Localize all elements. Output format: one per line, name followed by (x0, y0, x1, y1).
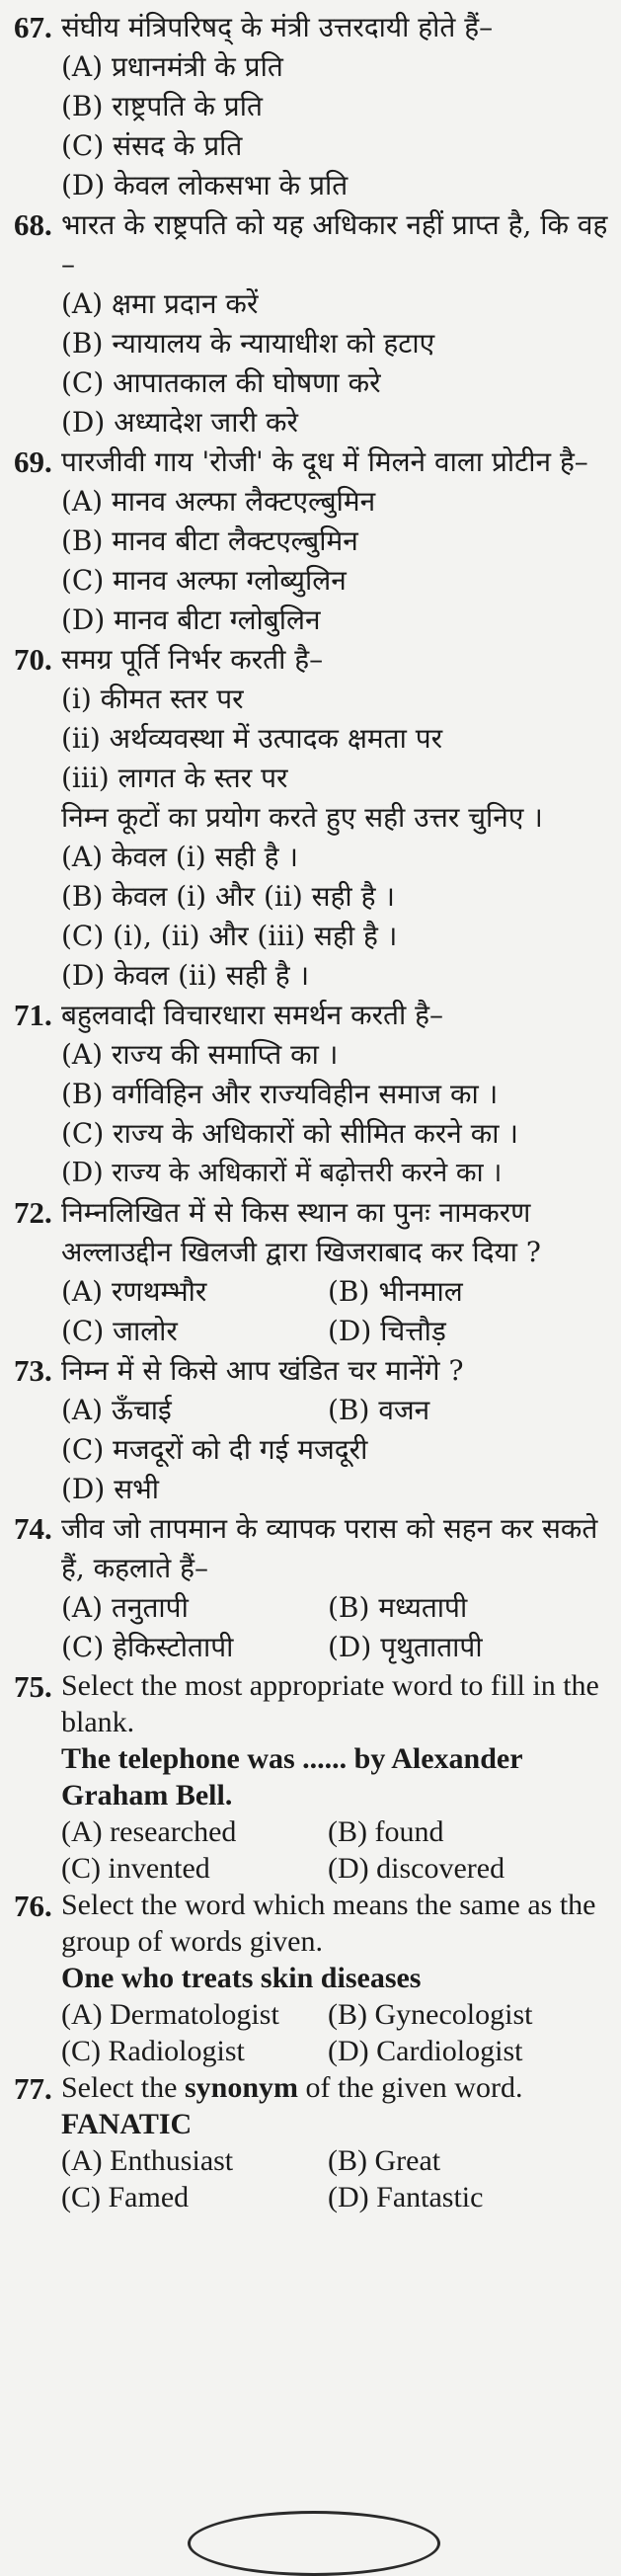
option-a: (A) मानव अल्फा लैक्टएल्बुमिन (61, 485, 376, 518)
option-b: (B) राष्ट्रपति के प्रति (61, 90, 263, 122)
option-d: (D) Cardiologist (328, 2035, 523, 2067)
question-text: संघीय मंत्रिपरिषद् के मंत्री उत्तरदायी होते हैं– (61, 11, 494, 43)
option-d: (D) मानव बीटा ग्लोबुलिन (61, 604, 321, 636)
question-number: 74. (14, 1511, 52, 1546)
options-row (61, 1272, 609, 1312)
question-73 (0, 1351, 621, 1509)
option-b: (B) मानव बीटा लैक्टएल्बुमिन (61, 524, 358, 557)
question-76 (0, 1887, 621, 2069)
question-number: 75. (14, 1669, 52, 1704)
option-a: (A) राज्य की समाप्ति का । (61, 1038, 339, 1071)
option-b: (B) Great (328, 2144, 441, 2177)
option-c: (C) संसद के प्रति (61, 129, 243, 162)
question-text: निम्न में से किसे आप खंडित चर मानेंगे ? (61, 1354, 464, 1387)
question-text-keyword: synonym (184, 2071, 298, 2104)
statement-ii: (ii) अर्थव्यवस्था में उत्पादक क्षमता पर (61, 722, 443, 755)
question-text: Select the word which means the same as the group of words given. (61, 1889, 596, 1958)
option-c: (C) जालोर (61, 1315, 178, 1347)
option-b: (B) न्यायालय के न्यायाधीश को हटाए (61, 327, 435, 360)
question-number: 72. (14, 1195, 52, 1230)
question-text: निम्नलिखित में से किस स्थान का पुनः नामकरण अल्लाउद्दीन खिलजी द्वारा खिजराबाद कर दिया ? (61, 1196, 541, 1268)
option-c: (C) (i), (ii) और (iii) सही है । (61, 920, 398, 952)
question-text: समग्र पूर्ति निर्भर करती है– (61, 643, 324, 676)
options-row (61, 1312, 609, 1351)
option-a: (A) Enthusiast (61, 2144, 234, 2177)
options-row (61, 1588, 609, 1628)
option-c: (C) Famed (61, 2181, 190, 2214)
question-text (61, 2069, 609, 2106)
question-75 (0, 1667, 621, 1887)
option-d: (D) discovered (328, 1852, 505, 1885)
question-number: 73. (14, 1353, 52, 1388)
options-row (61, 1813, 609, 1850)
question-68 (0, 205, 621, 443)
option-b: (B) वजन (328, 1394, 430, 1426)
option-d: (D) केवल (ii) सही है । (61, 959, 310, 992)
option-c: (C) मजदूरों को दी गई मजदूरी (61, 1433, 368, 1466)
option-d: (D) पृथुतातापी (328, 1631, 483, 1663)
options-row (61, 2179, 609, 2215)
option-d: (D) अध्यादेश जारी करे (61, 406, 299, 439)
option-b: (B) केवल (i) और (ii) सही है । (61, 880, 395, 913)
question-number: 71. (14, 998, 52, 1032)
statement-iii: (iii) लागत के स्तर पर (61, 762, 288, 794)
option-a: (A) केवल (i) सही है । (61, 841, 298, 873)
question-text-post: of the given word. (298, 2071, 523, 2104)
option-d: (D) राज्य के अधिकारों में बढ़ोत्तरी करने का । (61, 1158, 503, 1188)
option-c: (C) invented (61, 1852, 210, 1885)
options-row (61, 1391, 609, 1430)
option-d: (D) केवल लोकसभा के प्रति (61, 169, 349, 201)
options-row (61, 1996, 609, 2033)
option-b: (B) Gynecologist (328, 1998, 533, 2031)
option-b: (B) मध्यतापी (328, 1591, 468, 1624)
question-text-pre: Select the (61, 2071, 185, 2104)
option-b: (B) found (328, 1815, 444, 1848)
question-text: पारजीवी गाय 'रोजी' के दूध में मिलने वाला प्रोटीन है– (61, 445, 588, 478)
question-number: 76. (14, 1889, 52, 1923)
option-a: (A) researched (61, 1815, 237, 1848)
question-text: बहुलवादी विचारधारा समर्थन करती है– (61, 999, 444, 1031)
question-page (0, 8, 621, 2529)
question-instruction: निम्न कूटों का प्रयोग करते हुए सही उत्तर चुनिए । (61, 801, 543, 834)
question-77 (0, 2069, 621, 2215)
question-71 (0, 996, 621, 1193)
option-b: (B) वर्गविहिन और राज्यविहीन समाज का । (61, 1078, 499, 1110)
option-c: (C) आपातकाल की घोषणा करे (61, 366, 381, 399)
option-d: (D) Fantastic (328, 2181, 484, 2214)
options-row (61, 1628, 609, 1667)
question-sentence: The telephone was ...... by Alexander Graham Bell. (61, 1742, 522, 1811)
statement-i: (i) कीमत स्तर पर (61, 683, 244, 715)
question-number: 69. (14, 444, 52, 479)
option-c: (C) हेकिस्टोतापी (61, 1631, 234, 1663)
question-74 (0, 1509, 621, 1667)
question-number: 77. (14, 2071, 52, 2106)
options-row (61, 2033, 609, 2069)
question-69 (0, 443, 621, 640)
question-number: 70. (14, 642, 52, 677)
option-c: (C) मानव अल्फा ग्लोब्युलिन (61, 564, 347, 597)
option-a: (A) प्रधानमंत्री के प्रति (61, 50, 283, 83)
option-a: (A) क्षमा प्रदान करें (61, 287, 259, 320)
option-a: (A) रणथम्भौर (61, 1275, 207, 1308)
option-a: (A) तनुतापी (61, 1591, 189, 1624)
option-a: (A) ऊँचाई (61, 1394, 172, 1426)
question-67 (0, 8, 621, 205)
question-number: 68. (14, 207, 52, 242)
option-d: (D) चित्तौड़ (328, 1315, 446, 1347)
question-number: 67. (14, 10, 52, 44)
option-c: (C) राज्य के अधिकारों को सीमित करने का । (61, 1117, 519, 1150)
options-row (61, 2142, 609, 2179)
option-d: (D) सभी (61, 1473, 160, 1505)
question-70 (0, 640, 621, 996)
question-phrase: One who treats skin diseases (61, 1962, 422, 1994)
question-text: भारत के राष्ट्रपति को यह अधिकार नहीं प्राप्त है, कि वह – (61, 208, 608, 281)
option-a: (A) Dermatologist (61, 1998, 279, 2031)
option-b: (B) भीनमाल (328, 1275, 463, 1308)
question-word: FANATIC (61, 2108, 193, 2140)
question-text: Select the most appropriate word to fill in the blank. (61, 1669, 599, 1738)
option-c: (C) Radiologist (61, 2035, 245, 2067)
stamp-outline (188, 2511, 440, 2576)
question-text: जीव जो तापमान के व्यापक परास को सहन कर सकते हैं, कहलाते हैं– (61, 1512, 598, 1584)
options-row (61, 1850, 609, 1887)
question-72 (0, 1193, 621, 1351)
